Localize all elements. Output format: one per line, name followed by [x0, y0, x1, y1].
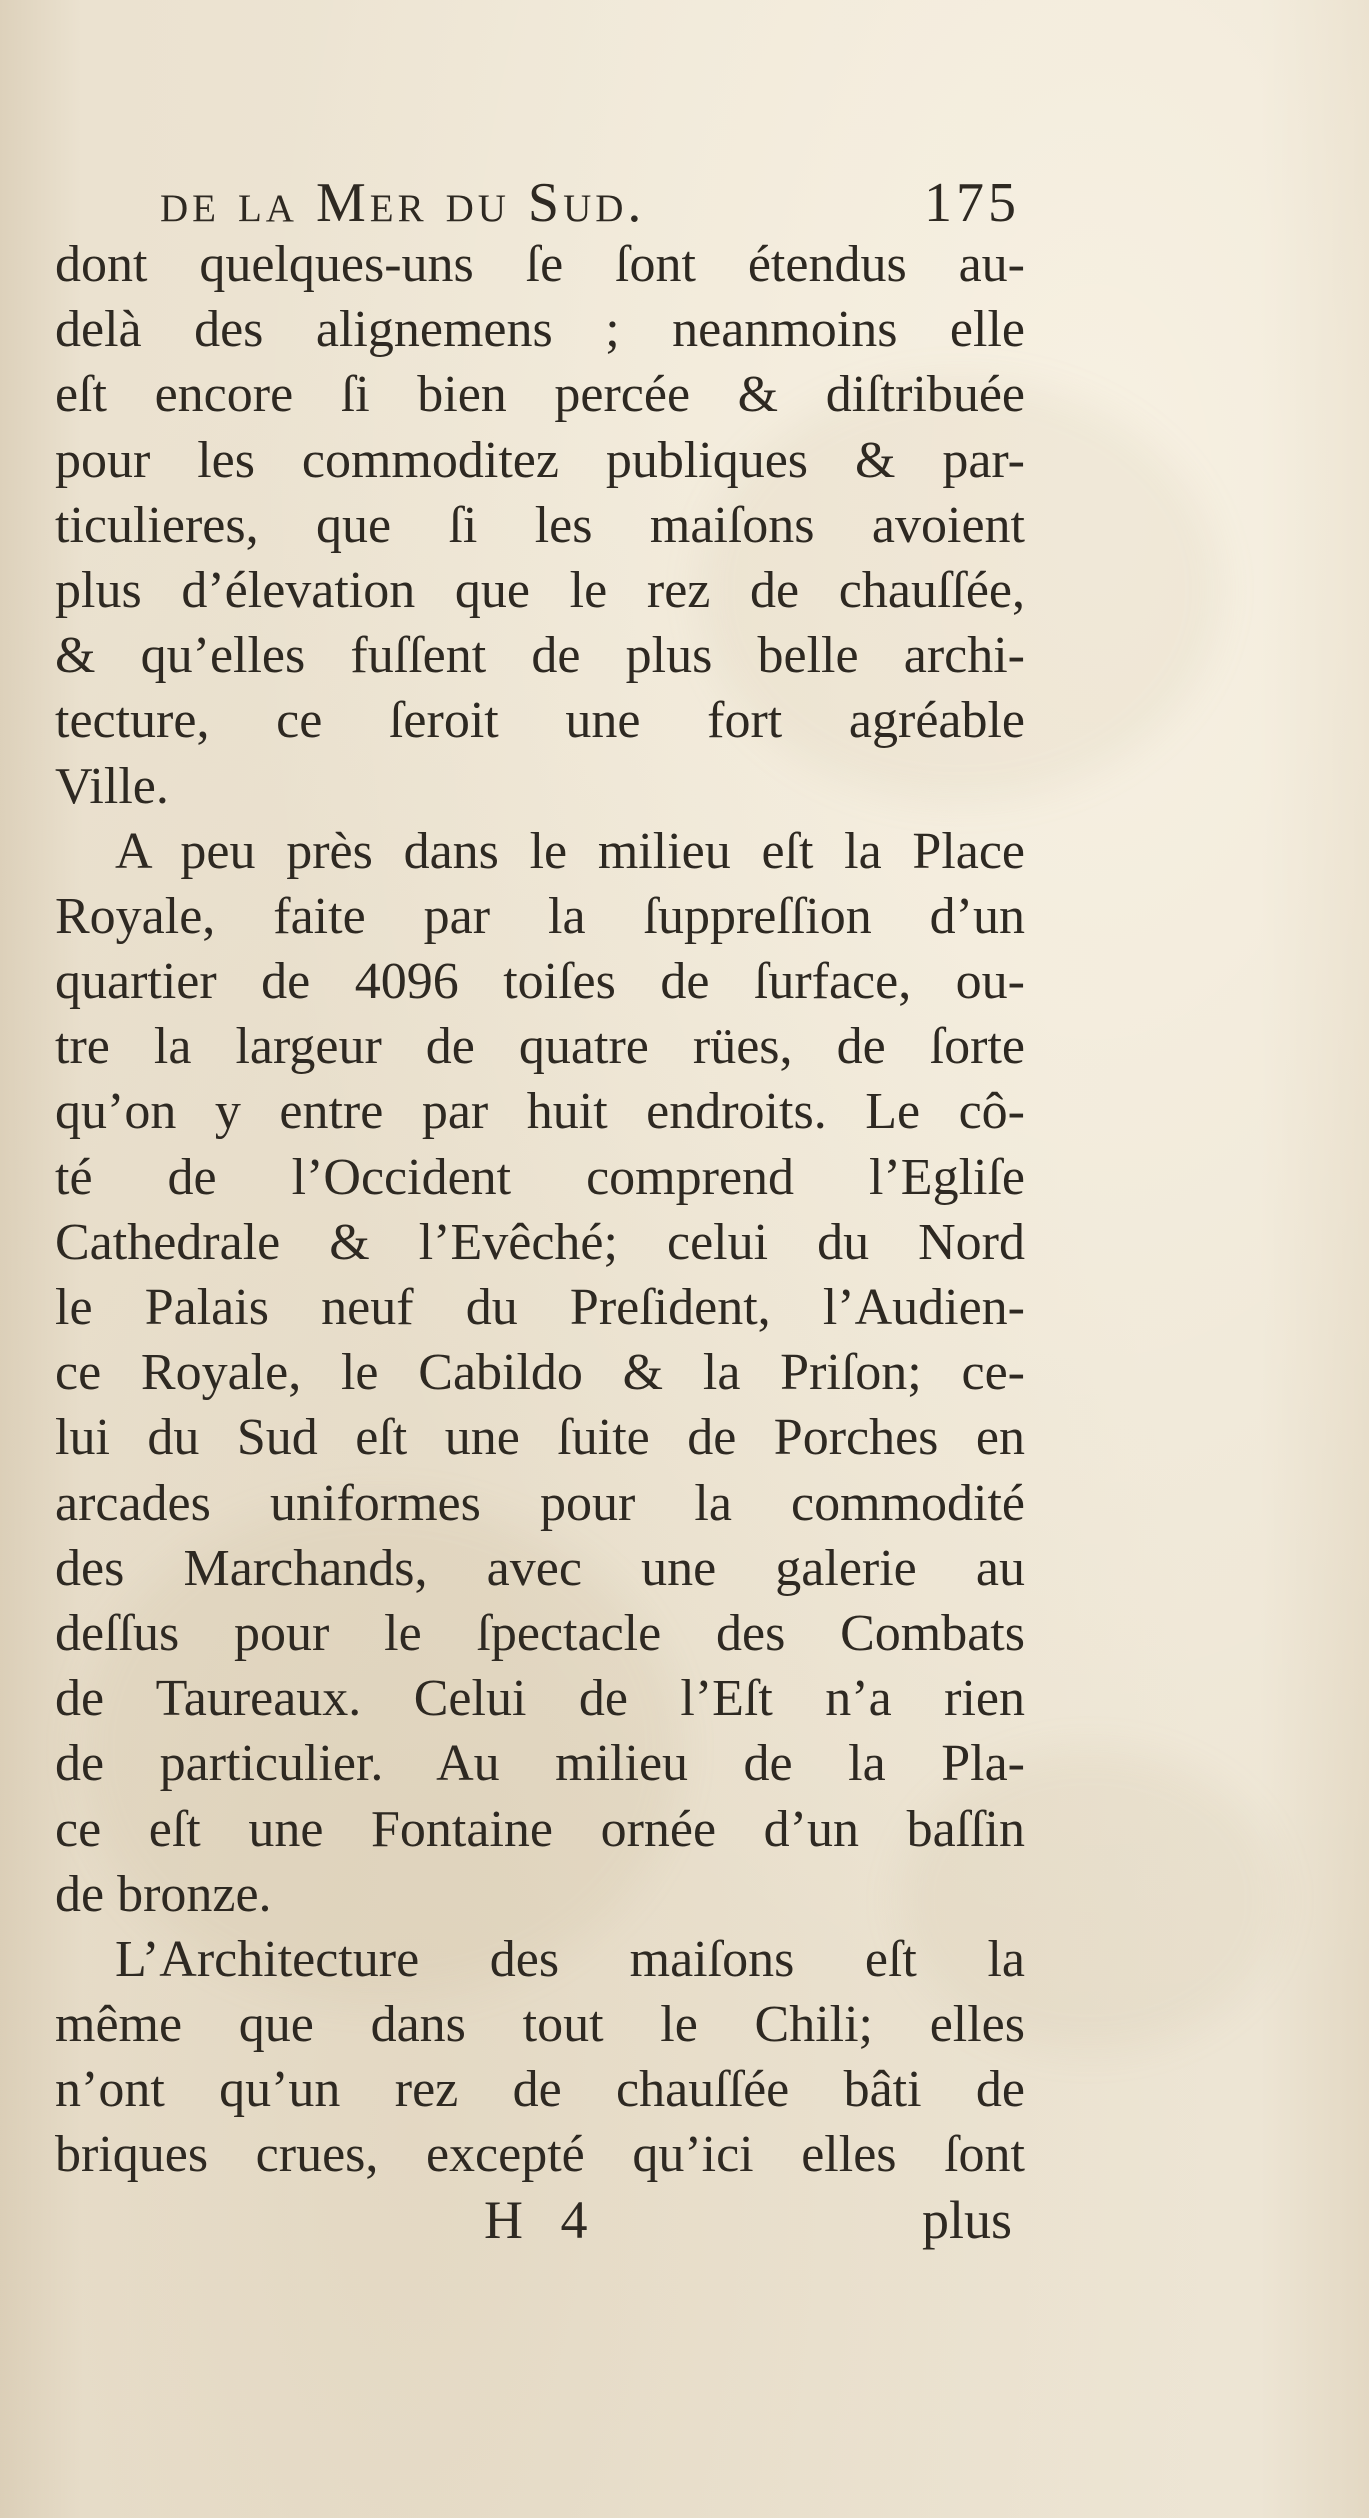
text-line: Ville.: [55, 757, 169, 815]
signature-mark: H 4: [484, 2190, 600, 2250]
text-line: tre la largeur de quatre rües, de ſorte: [55, 1018, 1025, 1076]
text-line: même que dans tout le Chili; elles: [55, 1996, 1025, 2054]
text-line: ce Royale, le Cabildo & la Priſon; ce-: [55, 1344, 1025, 1402]
text-line: lui du Sud eſt une ſuite de Porches en: [55, 1409, 1025, 1467]
text-line: té de l’Occident comprend l’Egliſe: [55, 1148, 1025, 1206]
text-line: plus d’élevation que le rez de chauſſée,: [55, 561, 1025, 619]
text-line: de particulier. Au milieu de la Pla-: [55, 1735, 1025, 1793]
text-line: quartier de 4096 toiſes de ſurface, ou-: [55, 953, 1025, 1011]
text-line: delà des alignemens ; neanmoins elle: [55, 301, 1025, 359]
text-line: arcades uniformes pour la commodité: [55, 1474, 1025, 1532]
text-line: pour les commoditez publiques & par-: [55, 431, 1025, 489]
text-line: le Palais neuf du Preſident, l’Audien-: [55, 1279, 1025, 1336]
text-line: eſt encore ſi bien percée & diſtribuée: [55, 366, 1025, 424]
text-line: tecture, ce ſeroit une fort agréable: [55, 692, 1025, 750]
body-text: [55, 232, 1025, 2188]
text-line: deſſus pour le ſpectacle des Combats: [55, 1604, 1025, 1662]
text-line: dont quelques-uns ſe ſont étendus au-: [55, 236, 1025, 293]
page-footer: [0, 2185, 1369, 2255]
text-line: & qu’elles fuſſent de plus belle archi-: [55, 627, 1025, 685]
text-line: Cathedrale & l’Evêché; celui du Nord: [55, 1213, 1025, 1271]
text-line: n’ont qu’un rez de chauſſée bâti de: [55, 2061, 1025, 2119]
text-line: L’Architecture des maiſons eſt la: [115, 1930, 1025, 1988]
running-header: [160, 168, 1020, 238]
text-line: de Taureaux. Celui de l’Eſt n’a rien: [55, 1670, 1025, 1728]
text-line: ticulieres, que ſi les maiſons avoient: [55, 496, 1025, 554]
text-line: briques crues, excepté qu’ici elles ſont: [55, 2126, 1025, 2184]
catchword: plus: [922, 2190, 1013, 2250]
text-line: de bronze.: [55, 1865, 272, 1923]
running-title: de la Mer du Sud.: [160, 172, 646, 234]
page-number: 175: [924, 172, 1020, 234]
text-line: des Marchands, avec une galerie au: [55, 1539, 1025, 1597]
text-line: Royale, faite par la ſuppreſſion d’un: [55, 887, 1025, 945]
text-line: A peu près dans le milieu eſt la Place: [115, 822, 1025, 880]
text-line: ce eſt une Fontaine ornée d’un baſſin: [55, 1800, 1025, 1858]
text-line: qu’on y entre par huit endroits. Le cô-: [55, 1083, 1025, 1141]
